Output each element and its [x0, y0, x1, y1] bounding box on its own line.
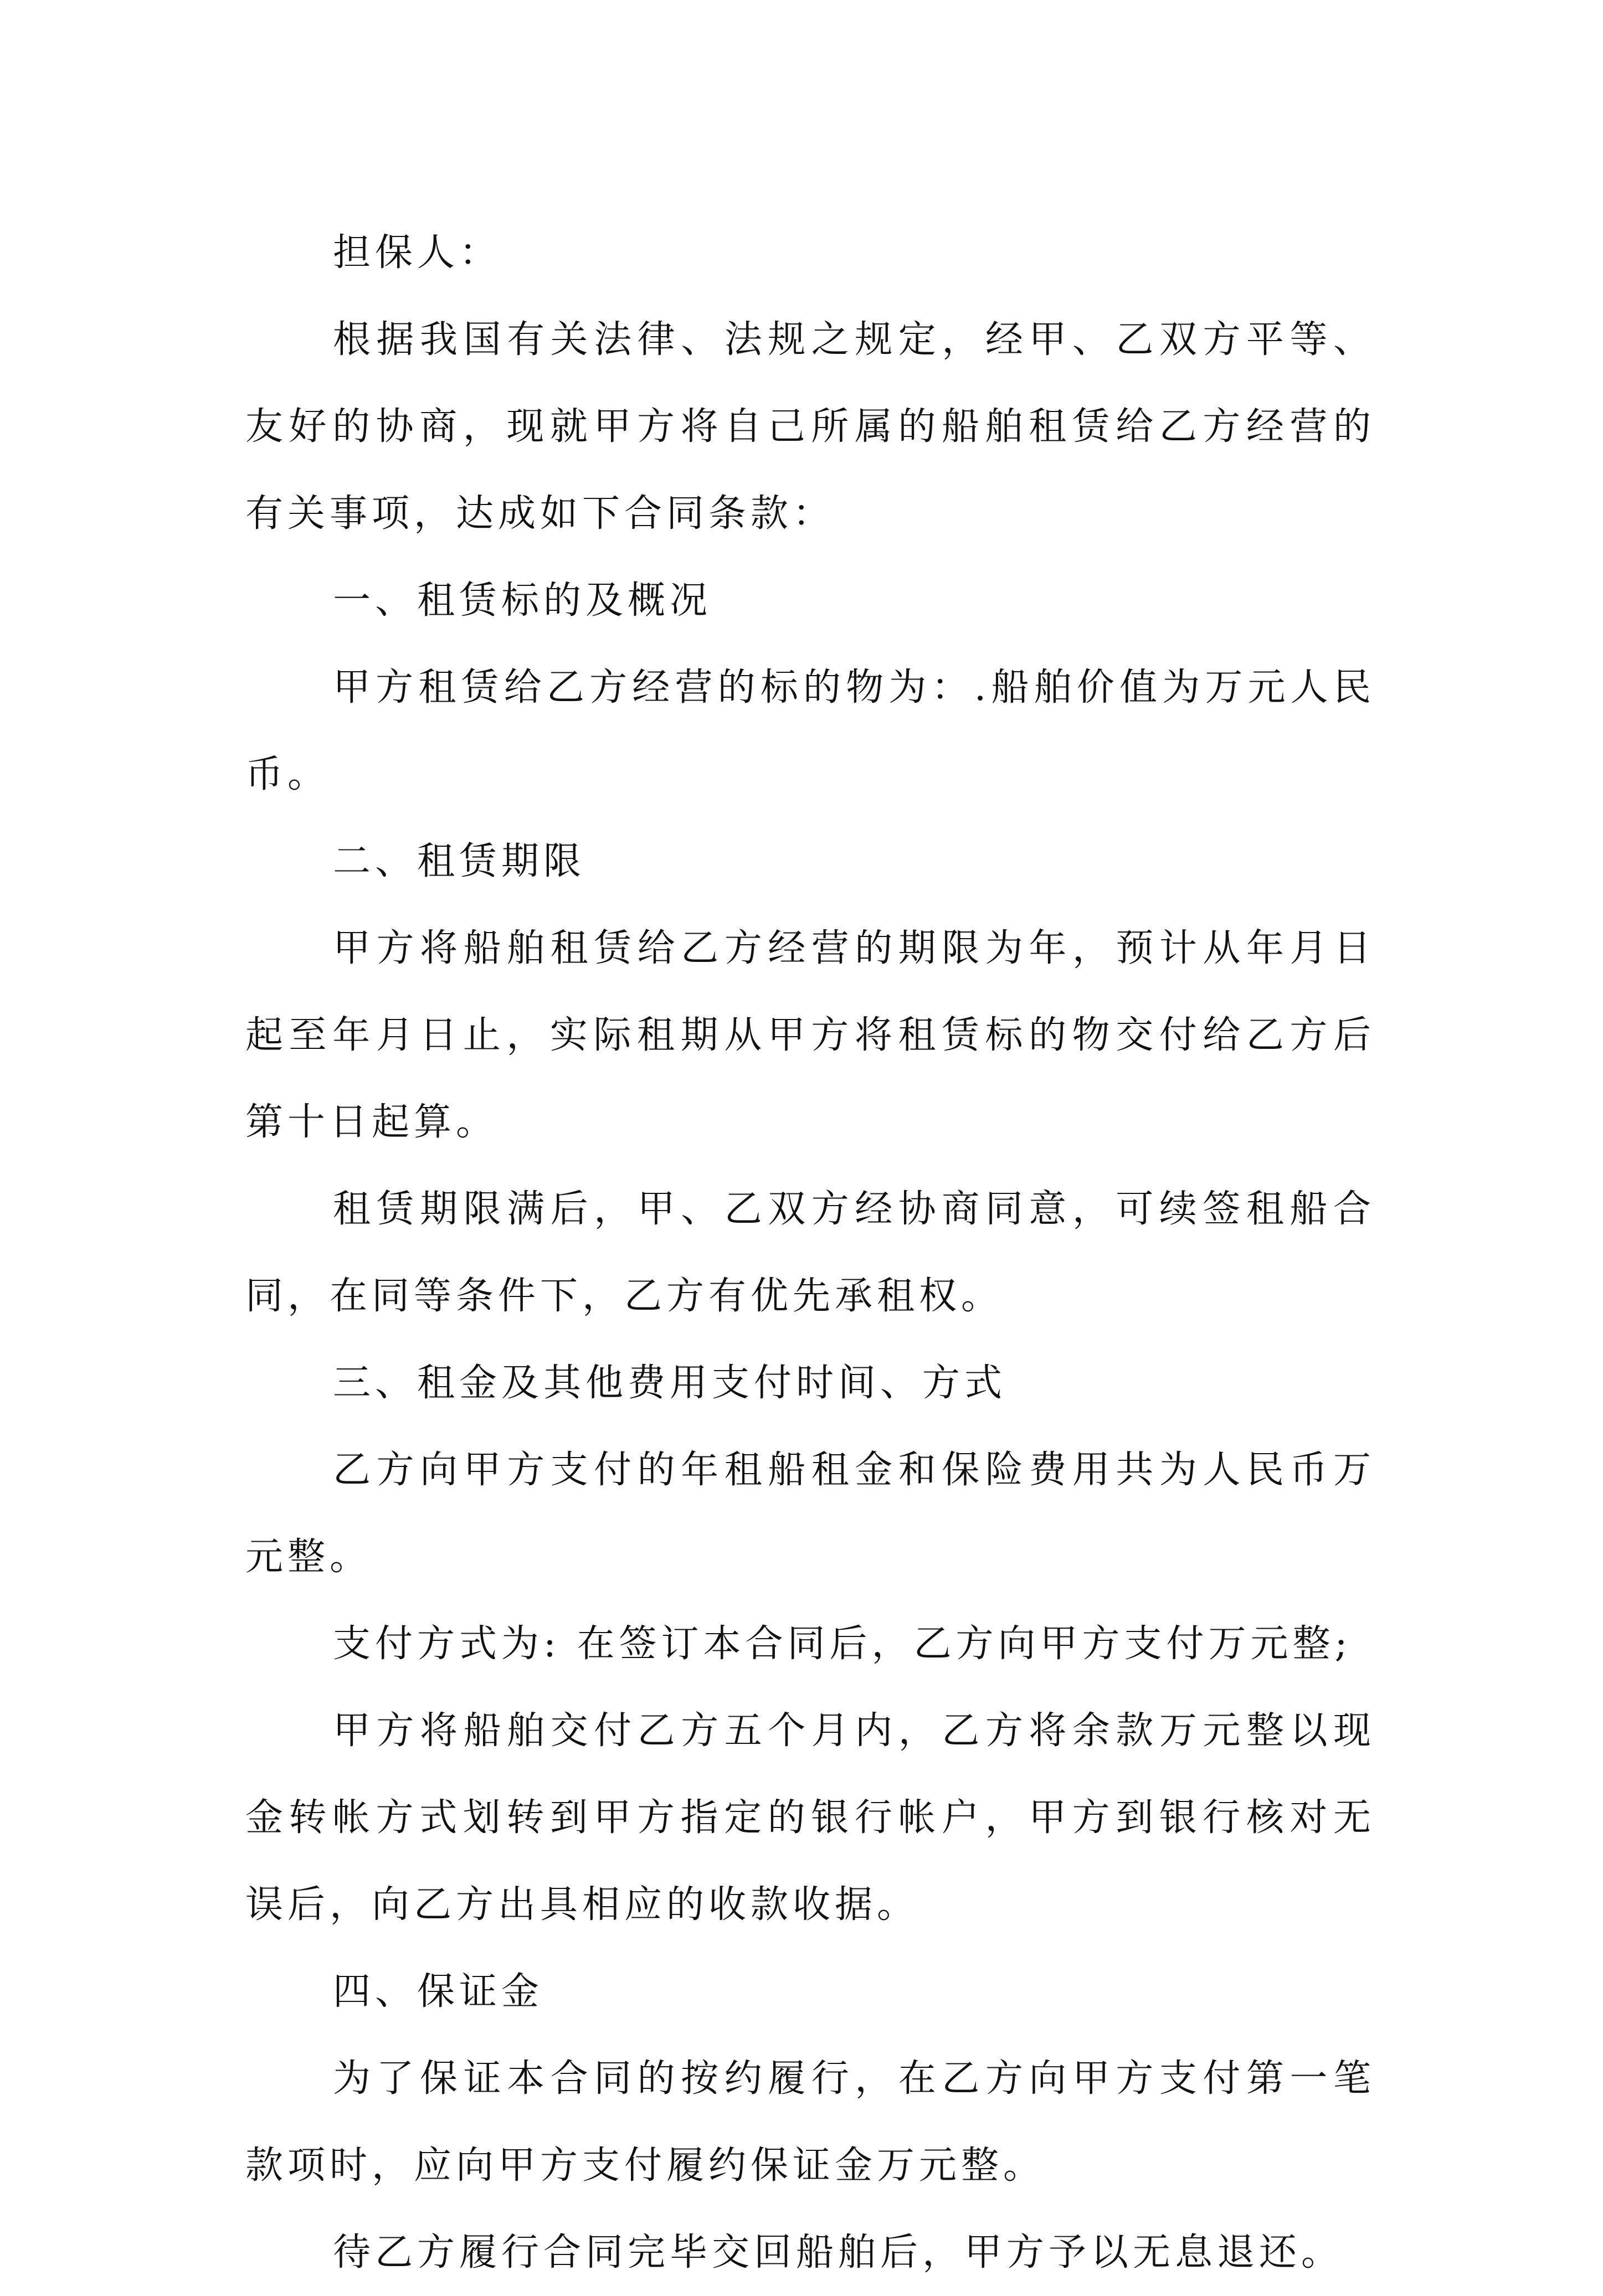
section-2-renewal-text: 租赁期限满后，甲、乙双方经协商同意，可续签租船合同，在同等条件下，乙方有优先承租权。	[245, 1187, 1375, 1318]
section-3-balance-text: 甲方将船舶交付乙方五个月内，乙方将余款万元整以现金转帐方式划转到甲方指定的银行帐户，甲方到银行核对无误后，向乙方出具相应的收款收据。	[245, 1709, 1375, 1927]
section-4-refund-text: 待乙方履行合同完毕交回船舶后，甲方予以无息退还。	[333, 2231, 1344, 2274]
document-body	[245, 209, 1375, 2296]
section-3-heading: 三、租金及其他费用支付时间、方式	[333, 1361, 1007, 1405]
section-2-term-text: 甲方将船舶租赁给乙方经营的期限为年，预计从年月日起至年月日止，实际租期从甲方将租赁标的物交付给乙方后第十日起算。	[245, 926, 1375, 1144]
guarantor-line: 担保人：	[333, 231, 502, 275]
section-3-payment-method-text: 支付方式为: 在签订本合同后，乙方向甲方支付万元整;	[333, 1622, 1352, 1666]
section-3-rent-text: 乙方向甲方支付的年租船租金和保险费用共为人民币万元整。	[245, 1448, 1375, 1579]
section-4-heading: 四、保证金	[333, 1970, 544, 2014]
section-4-deposit-text: 为了保证本合同的按约履行，在乙方向甲方支付第一笔款项时，应向甲方支付履约保证金万元整。	[245, 2057, 1375, 2187]
section-1-text: 甲方租赁给乙方经营的标的物为：.船舶价值为万元人民币。	[245, 666, 1375, 796]
section-1-heading: 一、租赁标的及概况	[333, 579, 712, 622]
intro-paragraph: 根据我国有关法律、法规之规定，经甲、乙双方平等、友好的协商，现就甲方将自己所属的船舶租赁给乙方经营的有关事项，达成如下合同条款：	[245, 318, 1375, 536]
section-2-heading: 二、租赁期限	[333, 840, 586, 883]
